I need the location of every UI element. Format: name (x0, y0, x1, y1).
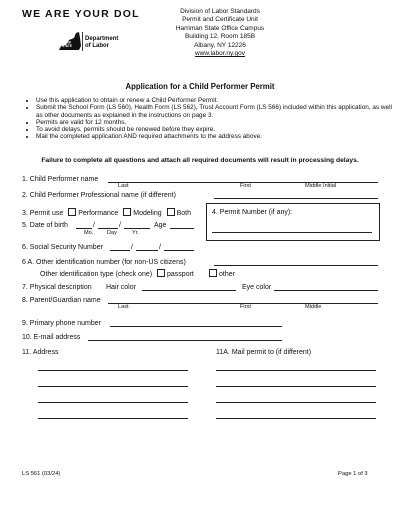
q8-middle-caption: Middle (305, 304, 322, 310)
agency-line: Building 12, Room 185B (184, 33, 256, 41)
q3-label: 3. Permit use (22, 210, 64, 217)
q4-label: 4. Permit Number (if any): (212, 209, 293, 216)
professional-name-field[interactable] (214, 198, 378, 199)
form-title: Application for a Child Performer Permit (125, 82, 275, 91)
eye-color-field[interactable] (274, 290, 378, 291)
q8-first-caption: First (240, 304, 251, 310)
q10-label: 10. E-mail address (22, 334, 81, 341)
instruction-item: • Mail the completed application AND required attachments to the address above. (36, 133, 396, 140)
warning-text: Failure to complete all questions and attach all required documents will result in processing delays. (41, 157, 359, 164)
address-line-field[interactable] (38, 418, 188, 419)
modeling-checkbox[interactable] (123, 208, 131, 216)
q11-label: 11. Address (22, 349, 59, 356)
ssn-separator: / (131, 244, 133, 251)
q6-label: 6. Social Security Number (22, 244, 103, 251)
q6a-label: 6 A. Other identification number (for non-US citizens) (22, 259, 186, 266)
dob-separator: / (119, 222, 121, 229)
q8-label: 8. Parent/Guardian name (22, 297, 101, 304)
ssn-part1-field[interactable] (110, 250, 130, 251)
logo-state-line: YORK (62, 40, 72, 45)
agency-line: Division of Labor Standards (180, 8, 260, 15)
dob-separator: / (93, 222, 95, 229)
ssn-separator: / (159, 244, 161, 251)
logo-dept-line: Department (85, 36, 119, 42)
instruction-item: • Permits are valid for 12 months. (36, 119, 396, 126)
ssn-part3-field[interactable] (164, 250, 194, 251)
q7-hair-label: Hair color (106, 284, 136, 291)
instruction-item: • Submit the School Form (LS 560), Health Form (LS 562), Trust Account Form (LS 566) included within this application, as well as other documents as explained in the instructions on page 3. (36, 104, 396, 119)
dob-year-field[interactable] (124, 228, 150, 229)
age-field[interactable] (170, 228, 194, 229)
q7-eye-label: Eye color (242, 284, 272, 291)
q6a-type-label: Other identification type (check one) (40, 271, 153, 278)
permit-number-field[interactable] (212, 232, 372, 233)
other-type-row (206, 269, 235, 279)
logo-state-line: STATE (62, 44, 72, 48)
q9-label: 9. Primary phone number (22, 320, 101, 327)
q11a-label: 11A. Mail permit to (if different) (216, 349, 312, 356)
address-line-field[interactable] (38, 370, 188, 371)
q3-row (22, 208, 191, 218)
q6a-type-row (40, 269, 194, 279)
hair-color-field[interactable] (142, 290, 236, 291)
dob-yr-caption: Yr. (132, 230, 139, 236)
q5-label: 5. Date of birth (22, 222, 68, 229)
modeling-option: Modeling (133, 210, 162, 217)
website-link[interactable]: www.labor.ny.gov (194, 50, 246, 58)
q5-age-label: Age (154, 222, 167, 229)
mail-address-line-field[interactable] (216, 386, 376, 387)
q2-label: 2. Child Performer Professional name (if different) (22, 192, 176, 199)
address-line-field[interactable] (38, 402, 188, 403)
page-number: Page 1 of 3 (338, 471, 368, 477)
instructions-list (22, 97, 396, 141)
mail-address-line-field[interactable] (216, 370, 376, 371)
q7-label: 7. Physical description (22, 284, 92, 291)
performance-option: Performance (78, 210, 119, 217)
agency-address (120, 8, 320, 58)
dob-day-field[interactable] (98, 228, 118, 229)
logo-state-line: NEW (62, 37, 70, 41)
q1-middle-caption: Middle Initial (305, 183, 337, 189)
other-id-number-field[interactable] (214, 265, 378, 266)
agency-line: Albany, NY 12226 (194, 41, 246, 49)
mail-address-line-field[interactable] (216, 402, 376, 403)
performance-checkbox[interactable] (68, 208, 76, 216)
both-checkbox[interactable] (167, 208, 175, 216)
other-type-option: other (219, 271, 235, 278)
both-option: Both (176, 210, 192, 217)
ssn-part2-field[interactable] (136, 250, 158, 251)
dob-mo-caption: Mo. (84, 230, 94, 236)
address-line-field[interactable] (38, 386, 188, 387)
form-code: LS 561 (03/24) (22, 471, 61, 477)
passport-option: passport (167, 271, 194, 278)
other-type-checkbox[interactable] (209, 269, 217, 277)
email-field[interactable] (88, 340, 282, 341)
agency-line: Permit and Certificate Unit (182, 16, 258, 24)
brand-slogan: WE ARE YOUR DOL (22, 8, 140, 20)
logo-dept-line: of Labor (85, 43, 109, 49)
phone-field[interactable] (110, 326, 282, 327)
q1-label: 1. Child Performer name (22, 176, 99, 183)
instruction-item: • To avoid delays, permits should be renewed before they expire. (36, 126, 396, 133)
q8-last-caption: Last (118, 304, 129, 310)
instruction-item: • Use this application to obtain or renew a Child Performer Permit. (36, 97, 396, 104)
q1-last-caption: Last (118, 183, 129, 189)
dob-day-caption: Day (107, 230, 117, 236)
q1-first-caption: First (240, 183, 251, 189)
new-york-state-icon (58, 30, 128, 54)
mail-address-line-field[interactable] (216, 418, 376, 419)
dob-month-field[interactable] (76, 228, 92, 229)
passport-checkbox[interactable] (157, 269, 165, 277)
agency-line: Harriman State Office Campus (175, 24, 265, 32)
nys-dol-logo (58, 30, 128, 54)
